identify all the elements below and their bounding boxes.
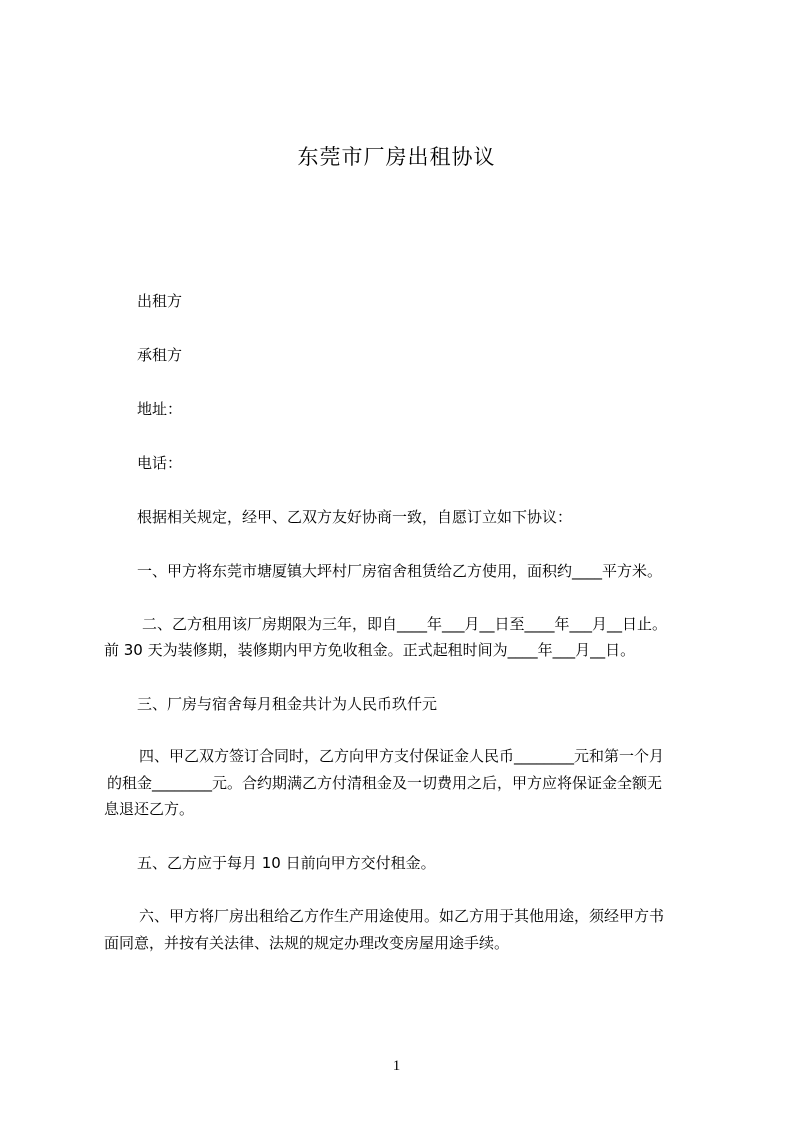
clause-6-line-2: 面同意，并按有关法律、法规的规定办理改变房屋用途手续。 [104, 934, 510, 952]
address-field: 地址： [137, 400, 183, 418]
clause-4-line-1: 四、甲乙双方签订合同时，乙方向甲方支付保证金人民币________元和第一个月 [139, 747, 665, 765]
phone-field: 电话： [137, 454, 183, 472]
clause-1: 一、甲方将东莞市塘厦镇大坪村厂房宿舍租赁给乙方使用，面积约____平方米。 [137, 562, 663, 580]
lessee-field: 承租方 [137, 346, 183, 364]
page-number: 1 [392, 1058, 401, 1074]
clause-6-line-1: 六、甲方将厂房出租给乙方作生产用途使用。如乙方用于其他用途，须经甲方书 [139, 907, 665, 925]
clause-2-line-2: 前 30 天为装修期，装修期内甲方免收租金。正式起租时间为____年___月__日。 [104, 641, 636, 659]
clause-4-line-3: 息退还乙方。 [104, 800, 195, 818]
clause-5: 五、乙方应于每月 10 日前向甲方交付租金。 [137, 854, 436, 872]
clause-2-line-1: 二、乙方租用该厂房期限为三年，即自____年___月__日至____年___月__日止。 [142, 615, 668, 633]
preamble: 根据相关规定，经甲、乙双方友好协商一致，自愿订立如下协议： [137, 508, 573, 526]
clause-4-line-2: 的租金________元。合约期满乙方付清租金及一切费用之后，甲方应将保证金全额无 [107, 774, 663, 792]
document-title: 东莞市厂房出租协议 [297, 145, 496, 169]
lessor-field: 出租方 [137, 292, 183, 310]
clause-3: 三、厂房与宿舍每月租金共计为人民币玖仟元 [137, 695, 438, 713]
